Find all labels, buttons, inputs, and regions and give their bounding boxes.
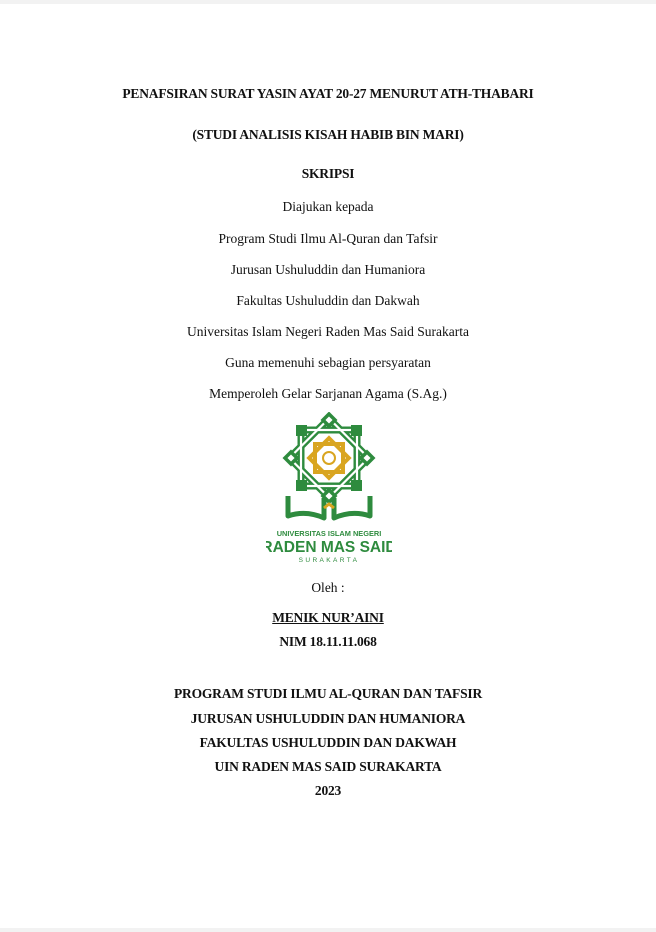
footer-university: UIN RADEN MAS SAID SURAKARTA: [214, 759, 442, 774]
student-id: NIM 18.11.11.068: [279, 634, 377, 649]
university-logo: [266, 412, 392, 578]
document-type: SKRIPSI: [301, 166, 355, 181]
thesis-subtitle: (STUDI ANALISIS KISAH HABIB BIN MARI): [192, 127, 464, 142]
university-line: Universitas Islam Negeri Raden Mas Said Surakarta: [187, 324, 469, 339]
logo-main-text: RADEN MAS SAID: [266, 539, 392, 556]
faculty-line: Fakultas Ushuluddin dan Dakwah: [236, 293, 420, 308]
footer-faculty: FAKULTAS USHULUDDIN DAN DAKWAH: [199, 735, 457, 750]
thesis-cover-page: [0, 4, 656, 928]
logo-top-text: UNIVERSITAS ISLAM NEGERI: [276, 529, 382, 538]
by-label: Oleh :: [311, 580, 345, 595]
footer-year: 2023: [314, 783, 342, 798]
requirement-line: Guna memenuhi sebagian persyaratan: [225, 355, 431, 370]
footer-department: JURUSAN USHULUDDIN DAN HUMANIORA: [190, 711, 466, 726]
thesis-title: PENAFSIRAN SURAT YASIN AYAT 20-27 MENURUT ATH-THABARI: [122, 86, 534, 101]
footer-program: PROGRAM STUDI ILMU AL-QURAN DAN TAFSIR: [173, 686, 483, 701]
study-program-line: Program Studi Ilmu Al-Quran dan Tafsir: [218, 231, 438, 246]
degree-line: Memperoleh Gelar Sarjanan Agama (S.Ag.): [209, 386, 447, 401]
author-name: MENIK NUR’AINI: [272, 610, 384, 625]
department-line: Jurusan Ushuluddin dan Humaniora: [230, 262, 426, 277]
submitted-to-label: Diajukan kepada: [282, 199, 374, 214]
logo-bottom-text: SURAKARTA: [298, 557, 360, 564]
university-emblem-icon: [266, 412, 392, 578]
